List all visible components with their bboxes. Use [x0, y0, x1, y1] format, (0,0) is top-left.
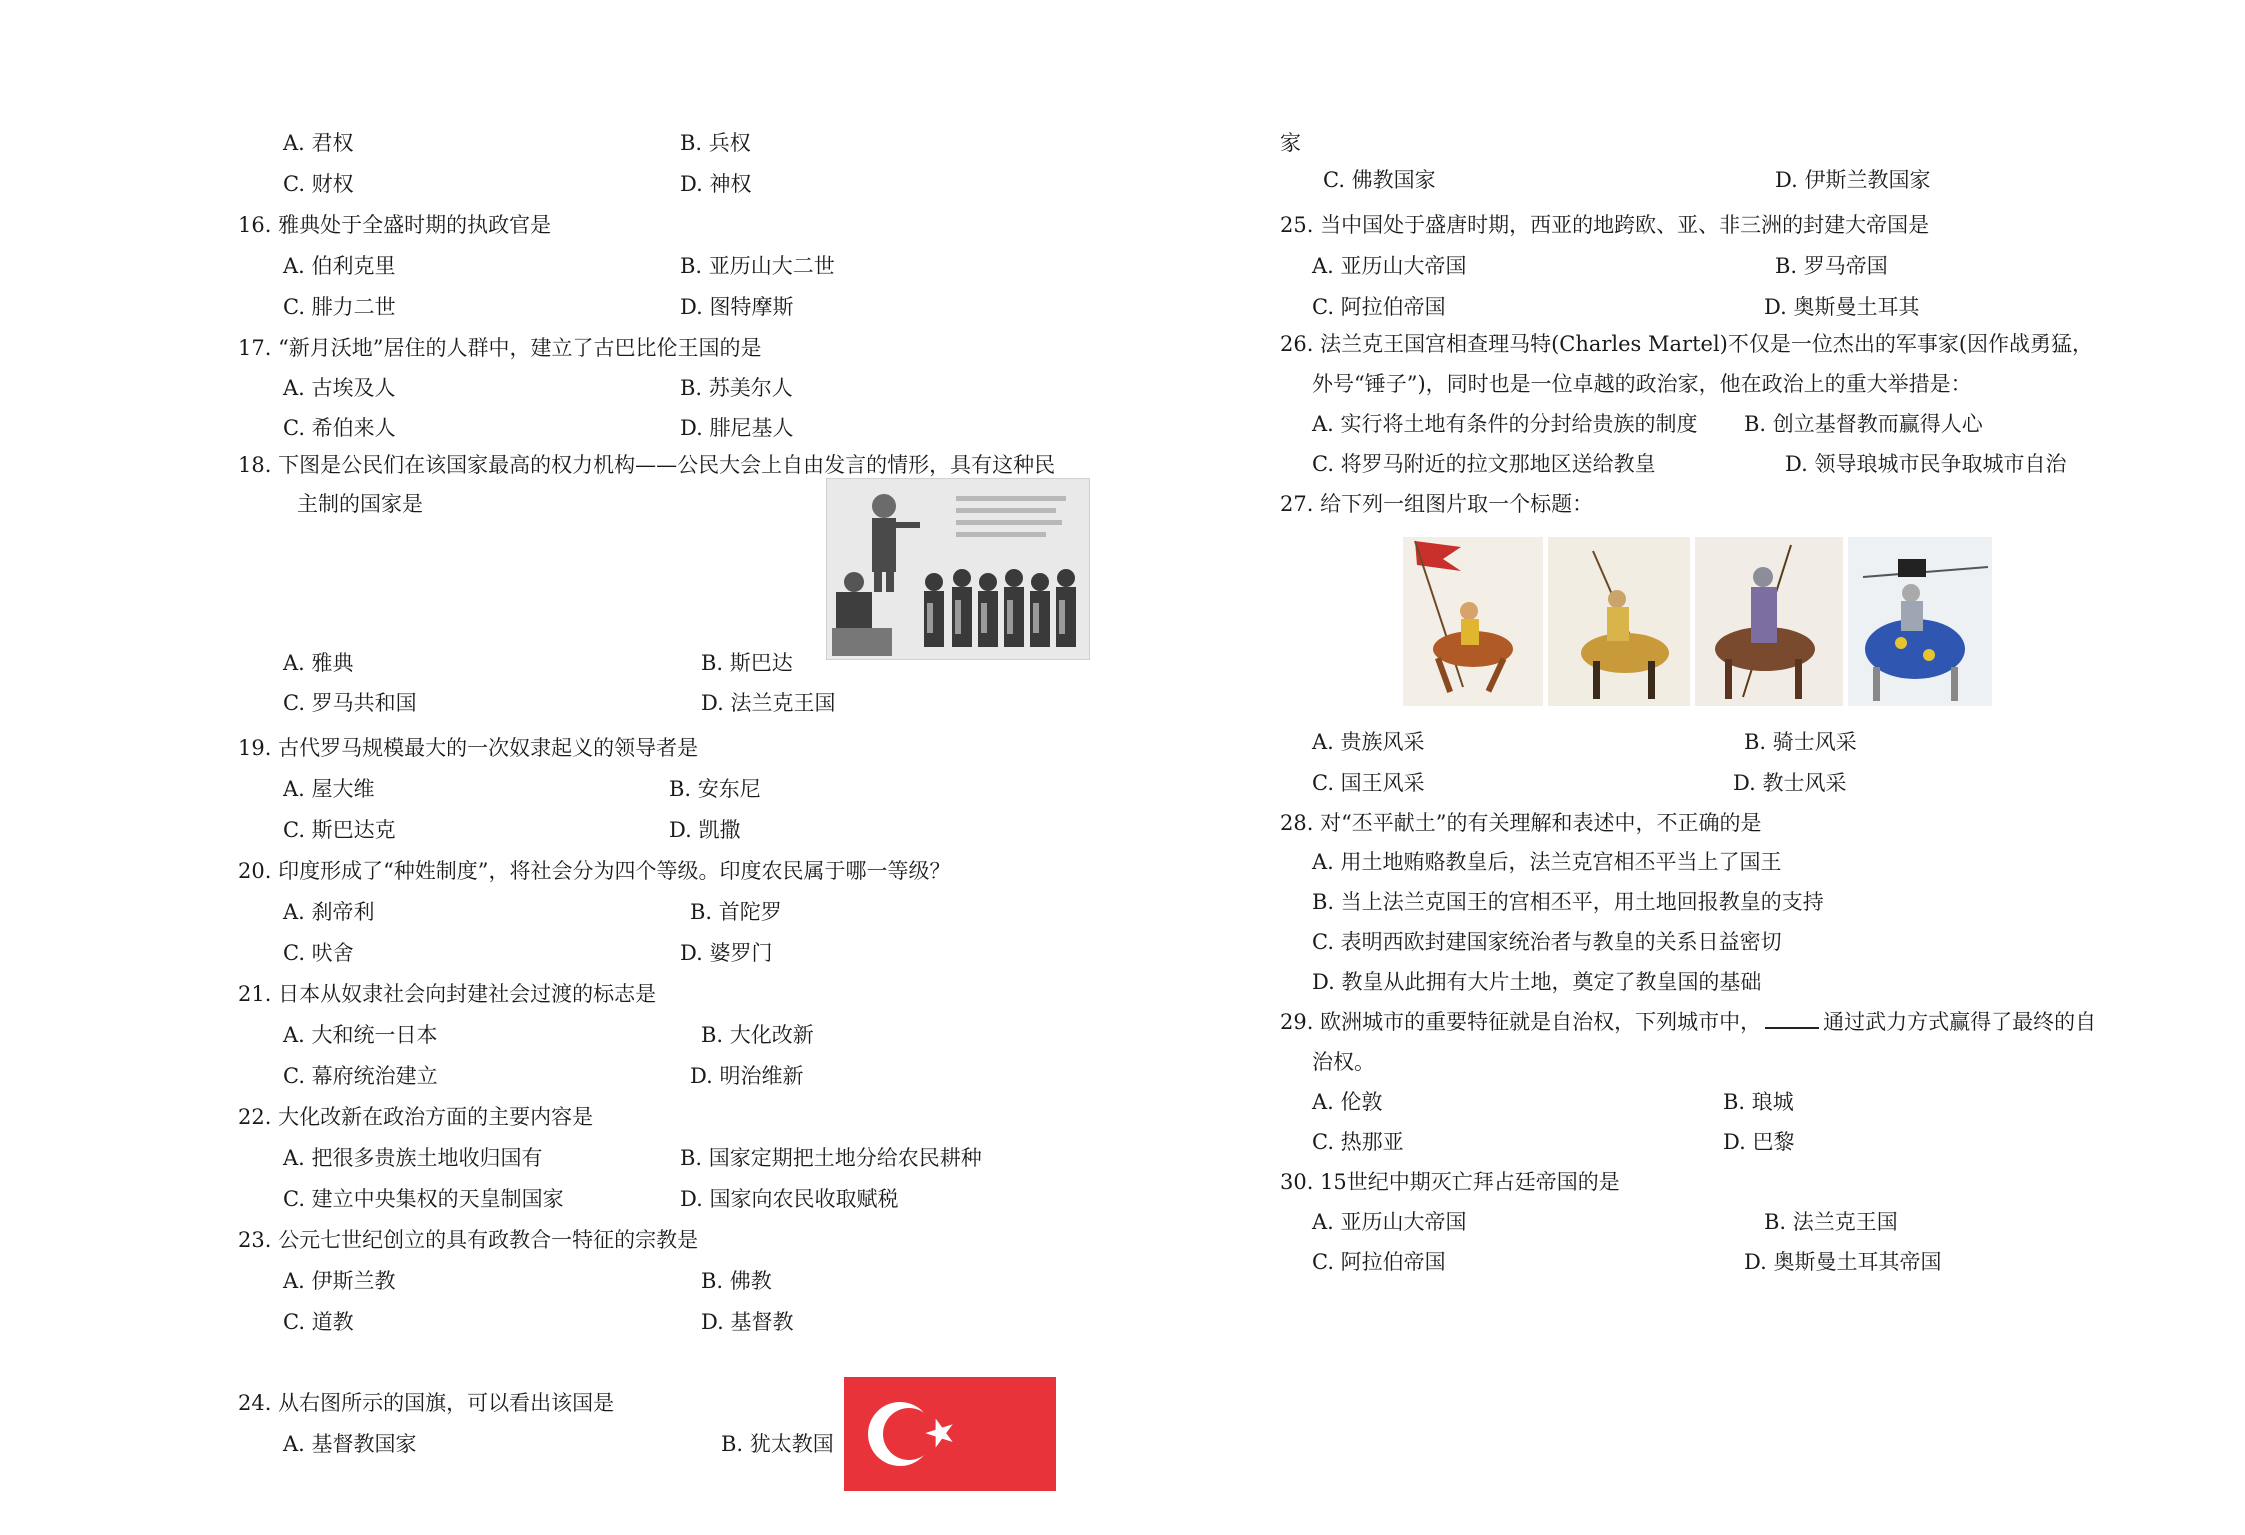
q20-option-a[interactable]: A. 刹帝利: [283, 900, 375, 924]
q30-stem: 30. 15世纪中期灭亡拜占廷帝国的是: [1280, 1170, 1620, 1194]
q29-option-d[interactable]: D. 巴黎: [1723, 1130, 1795, 1154]
q21-stem: 21. 日本从奴隶社会向封建社会过渡的标志是: [238, 982, 657, 1006]
q21-option-c[interactable]: C. 幕府统治建立: [283, 1064, 438, 1088]
q23-option-a[interactable]: A. 伊斯兰教: [283, 1269, 396, 1293]
q29-stem-part-a: 29. 欧洲城市的重要特征就是自治权，下列城市中，: [1280, 1010, 1762, 1034]
q25-option-c[interactable]: C. 阿拉伯帝国: [1312, 295, 1446, 319]
turkey-flag-image: [844, 1377, 1056, 1491]
q27-stem: 27. 给下列一组图片取一个标题：: [1280, 492, 1594, 516]
q22-option-d[interactable]: D. 国家向农民收取赋税: [680, 1187, 899, 1211]
q24-option-b[interactable]: B. 犹太教国: [721, 1432, 834, 1456]
q23-option-c[interactable]: C. 道教: [283, 1310, 354, 1334]
q30-option-a[interactable]: A. 亚历山大帝国: [1312, 1210, 1467, 1234]
q16-option-a[interactable]: A. 伯利克里: [283, 254, 396, 278]
q18-stem-line2: 主制的国家是: [297, 492, 423, 516]
q22-stem: 22. 大化改新在政治方面的主要内容是: [238, 1105, 594, 1129]
q23-stem: 23. 公元七世纪创立的具有政教合一特征的宗教是: [238, 1228, 699, 1252]
q19-option-b[interactable]: B. 安东尼: [669, 777, 761, 801]
q15-option-c[interactable]: C. 财权: [283, 172, 354, 196]
q25-option-a[interactable]: A. 亚历山大帝国: [1312, 254, 1467, 278]
knights-image-strip: [1403, 537, 1992, 706]
q17-option-b[interactable]: B. 苏美尔人: [680, 376, 793, 400]
q25-stem: 25. 当中国处于盛唐时期，西亚的地跨欧、亚、非三洲的封建大帝国是: [1280, 213, 1930, 237]
q16-option-c[interactable]: C. 腓力二世: [283, 295, 396, 319]
q18-option-d[interactable]: D. 法兰克王国: [701, 691, 836, 715]
q29-stem-line1: [1280, 1007, 2096, 1037]
q30-option-c[interactable]: C. 阿拉伯帝国: [1312, 1250, 1446, 1274]
q18-option-a[interactable]: A. 雅典: [283, 651, 354, 675]
q19-option-a[interactable]: A. 屋大维: [283, 777, 375, 801]
q24-option-d[interactable]: D. 伊斯兰教国家: [1775, 168, 1931, 192]
q20-option-d[interactable]: D. 婆罗门: [680, 941, 773, 965]
q18-option-b[interactable]: B. 斯巴达: [701, 651, 793, 675]
q28-option-d[interactable]: D. 教皇从此拥有大片土地，奠定了教皇国的基础: [1312, 970, 1762, 994]
q26-option-d[interactable]: D. 领导琅城市民争取城市自治: [1785, 452, 2067, 476]
q28-option-c[interactable]: C. 表明西欧封建国家统治者与教皇的关系日益密切: [1312, 930, 1782, 954]
q24-stem: 24. 从右图所示的国旗，可以看出该国是: [238, 1391, 615, 1415]
q16-option-d[interactable]: D. 图特摩斯: [680, 295, 794, 319]
q22-option-c[interactable]: C. 建立中央集权的天皇制国家: [283, 1187, 564, 1211]
q17-option-a[interactable]: A. 古埃及人: [283, 376, 396, 400]
q15-option-d[interactable]: D. 神权: [680, 172, 752, 196]
q16-option-b[interactable]: B. 亚历山大二世: [680, 254, 835, 278]
q16-stem: 16. 雅典处于全盛时期的执政官是: [238, 213, 552, 237]
q29-option-c[interactable]: C. 热那亚: [1312, 1130, 1404, 1154]
q21-option-b[interactable]: B. 大化改新: [701, 1023, 814, 1047]
q17-option-d[interactable]: D. 腓尼基人: [680, 416, 794, 440]
q19-option-c[interactable]: C. 斯巴达克: [283, 818, 396, 842]
q26-option-a[interactable]: A. 实行将土地有条件的分封给贵族的制度: [1312, 412, 1698, 436]
q22-option-b[interactable]: B. 国家定期把土地分给农民耕种: [680, 1146, 982, 1170]
q30-option-d[interactable]: D. 奥斯曼土耳其帝国: [1744, 1250, 1942, 1274]
q20-stem: 20. 印度形成了“种姓制度”，将社会分为四个等级。印度农民属于哪一等级？: [238, 859, 951, 883]
q21-option-d[interactable]: D. 明治维新: [690, 1064, 804, 1088]
q17-option-c[interactable]: C. 希伯来人: [283, 416, 396, 440]
q29-answer-blank[interactable]: [1765, 1007, 1819, 1029]
q25-option-b[interactable]: B. 罗马帝国: [1775, 254, 1888, 278]
q23-option-d[interactable]: D. 基督教: [701, 1310, 794, 1334]
q25-option-d[interactable]: D. 奥斯曼土耳其: [1764, 295, 1920, 319]
q24-option-a[interactable]: A. 基督教国家: [283, 1432, 417, 1456]
q24-stem-tail: 家: [1280, 131, 1301, 155]
q20-option-c[interactable]: C. 吠舍: [283, 941, 354, 965]
q26-stem-line2: 外号“锤子”)，同时也是一位卓越的政治家，他在政治上的重大举措是：: [1312, 372, 1972, 396]
q29-stem-part-b: 通过武力方式赢得了最终的自: [1823, 1010, 2097, 1034]
q17-stem: 17. “新月沃地”居住的人群中，建立了古巴比伦王国的是: [238, 336, 762, 360]
assembly-illustration: [826, 478, 1090, 660]
q18-stem-line1: 18. 下图是公民们在该国家最高的权力机构——公民大会上自由发言的情形，具有这种民: [238, 453, 1056, 477]
q28-option-b[interactable]: B. 当上法兰克国王的宫相丕平，用土地回报教皇的支持: [1312, 890, 1824, 914]
q27-option-d[interactable]: D. 教士风采: [1733, 771, 1847, 795]
q26-option-b[interactable]: B. 创立基督教而赢得人心: [1744, 412, 1983, 436]
q29-option-a[interactable]: A. 伦敦: [1312, 1090, 1383, 1114]
q26-option-c[interactable]: C. 将罗马附近的拉文那地区送给教皇: [1312, 452, 1656, 476]
q20-option-b[interactable]: B. 首陀罗: [690, 900, 782, 924]
q28-stem: 28. 对“丕平献土”的有关理解和表述中，不正确的是: [1280, 811, 1762, 835]
q30-option-b[interactable]: B. 法兰克王国: [1764, 1210, 1898, 1234]
q21-option-a[interactable]: A. 大和统一日本: [283, 1023, 438, 1047]
q19-stem: 19. 古代罗马规模最大的一次奴隶起义的领导者是: [238, 736, 699, 760]
q18-option-c[interactable]: C. 罗马共和国: [283, 691, 417, 715]
q15-option-a[interactable]: A. 君权: [283, 131, 354, 155]
q27-option-a[interactable]: A. 贵族风采: [1312, 730, 1425, 754]
q15-option-b[interactable]: B. 兵权: [680, 131, 751, 155]
q28-option-a[interactable]: A. 用土地贿赂教皇后，法兰克宫相丕平当上了国王: [1312, 850, 1782, 874]
q29-option-b[interactable]: B. 琅城: [1723, 1090, 1794, 1114]
q23-option-b[interactable]: B. 佛教: [701, 1269, 772, 1293]
q29-stem-line2: 治权。: [1312, 1050, 1375, 1074]
q19-option-d[interactable]: D. 凯撒: [669, 818, 741, 842]
q27-option-c[interactable]: C. 国王风采: [1312, 771, 1425, 795]
q24-option-c[interactable]: C. 佛教国家: [1323, 168, 1436, 192]
q26-stem-line1: 26. 法兰克王国宫相查理马特(Charles Martel)不仅是一位杰出的军事家(因作战勇猛，: [1280, 332, 2094, 356]
q27-option-b[interactable]: B. 骑士风采: [1744, 730, 1857, 754]
q22-option-a[interactable]: A. 把很多贵族土地收归国有: [283, 1146, 543, 1170]
